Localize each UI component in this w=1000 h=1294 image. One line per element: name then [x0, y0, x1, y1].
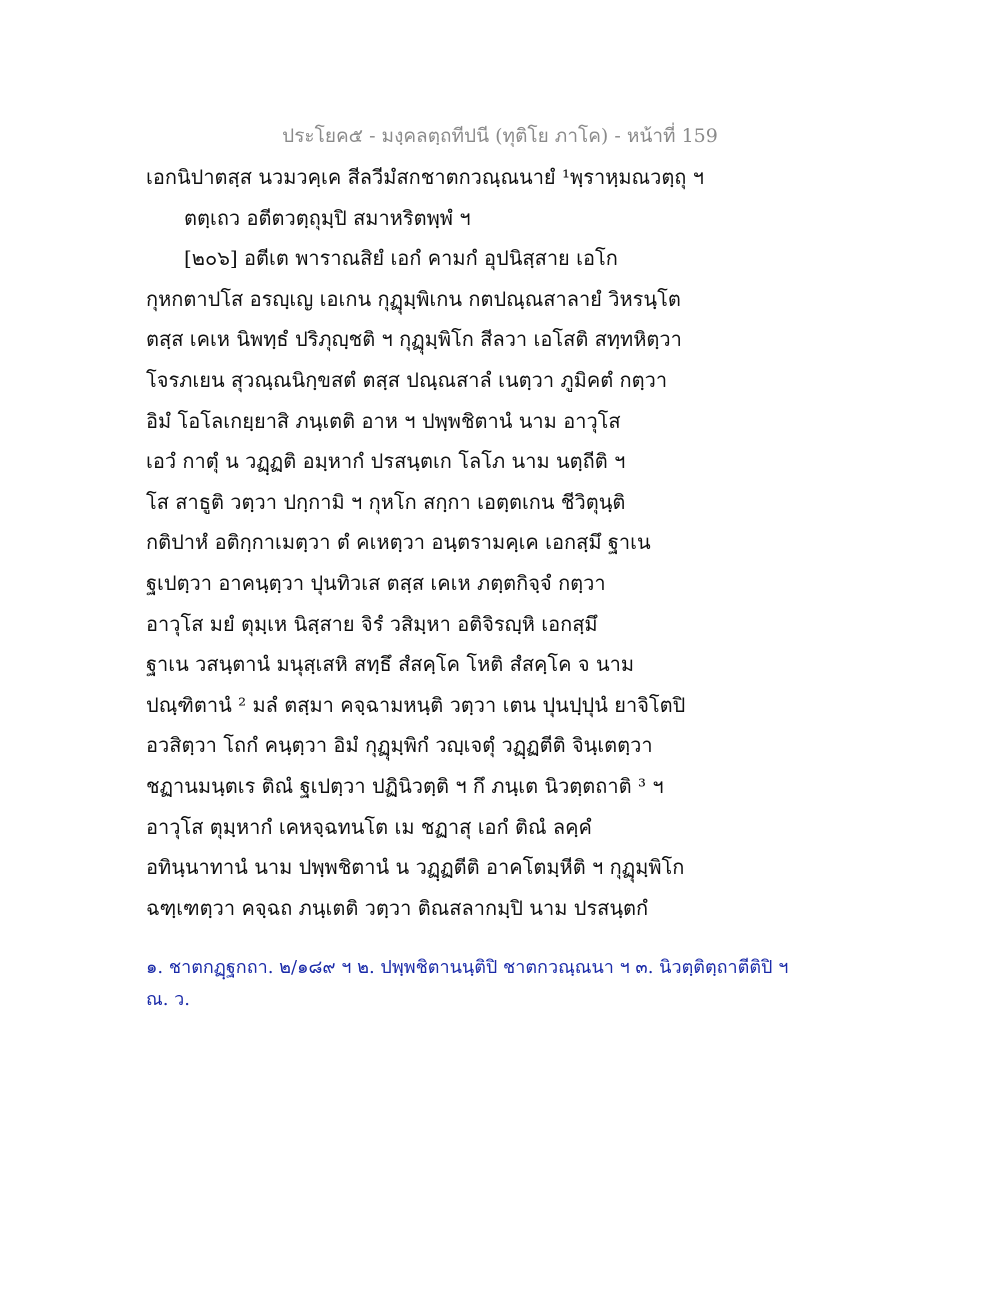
footnote-line: ณ. ว.: [146, 989, 190, 1010]
text-line: อาวุโส มยํ ตุมฺเห นิสฺสาย จิรํ วสิมฺหา อติจิรญฺหิ เอกสฺมึ: [146, 611, 598, 636]
body-text: [146, 157, 706, 928]
footnote-line: ๑. ชาตกฏฺฐกถา. ๒/๑๘๙ ฯ ๒. ปพฺพชิตานนฺติปิ ชาตกวณฺณนา ฯ ๓. นิวตฺติตฺถาตีติปิ ฯ: [146, 957, 789, 978]
text-line: กุหกตาปโส อรญฺเญ เอเกน กุฏุมฺพิเกน กตปณฺณสาลายํ วิหรนฺโต: [146, 286, 681, 311]
text-line: โส สาธูติ วตฺวา ปกฺกามิ ฯ กุหโก สกฺกา เอตฺตเกน ชีวิตุนฺติ: [146, 489, 626, 514]
footnotes: [146, 952, 789, 1016]
text-line: อวสิตฺวา โถกํ คนฺตฺวา อิมํ กุฏุมฺพิกํ วญฺเจตุํ วฏฺฏตีติ จินฺเตตฺวา: [146, 733, 653, 758]
text-line: [๒๐๖] อตีเต พาราณสิยํ เอกํ คามกํ อุปนิสฺสาย เอโก: [184, 246, 618, 271]
text-line: ตตฺเถว อตีตวตฺถุมฺปิ สมาหริตพฺพํ ฯ: [184, 205, 471, 230]
text-line: ตสฺส เคเห นิพทฺธํ ปริภุญฺชติ ฯ กุฏุมฺพิโก สีลวา เอโสติ สทฺทหิตฺวา: [146, 327, 682, 352]
page-header: ประโยค๕ - มงฺคลตฺถทีปนี (ทุติโย ภาโค) - หน้าที่ 159: [282, 125, 718, 147]
text-line: ชฏานมนฺตเร ติณํ ฐเปตฺวา ปฏินิวตฺติ ฯ กึ ภนฺเต นิวตฺตถาติ ³ ฯ: [146, 773, 664, 798]
text-line: เอกนิปาตสฺส นวมวคฺเค สีลวีมํสกชาตกวณฺณนายํ ¹พฺราหฺมณวตฺถุ ฯ: [146, 165, 705, 189]
text-line: ฐาเน วสนฺตานํ มนุสฺเสหิ สทฺธึ สํสคฺโค โหติ สํสคฺโค จ นาม: [146, 652, 635, 677]
text-line: ฐเปตฺวา อาคนฺตฺวา ปุนทิวเส ตสฺส เคเห ภตฺตกิจฺจํ กตฺวา: [146, 570, 606, 595]
text-line: ปณฺฑิตานํ ² มลํ ตสฺมา คจฺฉามหนฺติ วตฺวา เตน ปุนปฺปุนํ ยาจิโตปิ: [146, 692, 686, 717]
text-line: ฉฑฺเฑตฺวา คจฺฉถ ภนฺเตติ วตฺวา ติณสลากมฺปิ นาม ปรสนฺตกํ: [146, 895, 649, 920]
text-line: อิมํ โอโลเกยฺยาสิ ภนฺเตติ อาห ฯ ปพฺพชิตานํ นาม อาวุโส: [146, 408, 621, 433]
text-line: อทินฺนาทานํ นาม ปพฺพชิตานํ น วฏฺฏตีติ อาคโตมฺหีติ ฯ กุฏุมฺพิโก: [146, 855, 685, 880]
text-line: เอวํ กาตุํ น วฏฺฏติ อมฺหากํ ปรสนฺตเก โลโภ นาม นตฺถีติ ฯ: [146, 449, 626, 474]
text-line: กติปาหํ อติกฺกาเมตฺวา ตํ คเหตฺวา อนฺตรามคฺเค เอกสฺมึ ฐาเน: [146, 530, 651, 555]
text-line: อาวุโส ตุมฺหากํ เคหจฺฉทนโต เม ชฏาสุ เอกํ ติณํ ลคฺคํ: [146, 814, 592, 839]
text-line: โจรภเยน สุวณฺณนิกฺขสตํ ตสฺส ปณฺณสาลํ เนตฺวา ภูมิคตํ กตฺวา: [146, 367, 668, 392]
